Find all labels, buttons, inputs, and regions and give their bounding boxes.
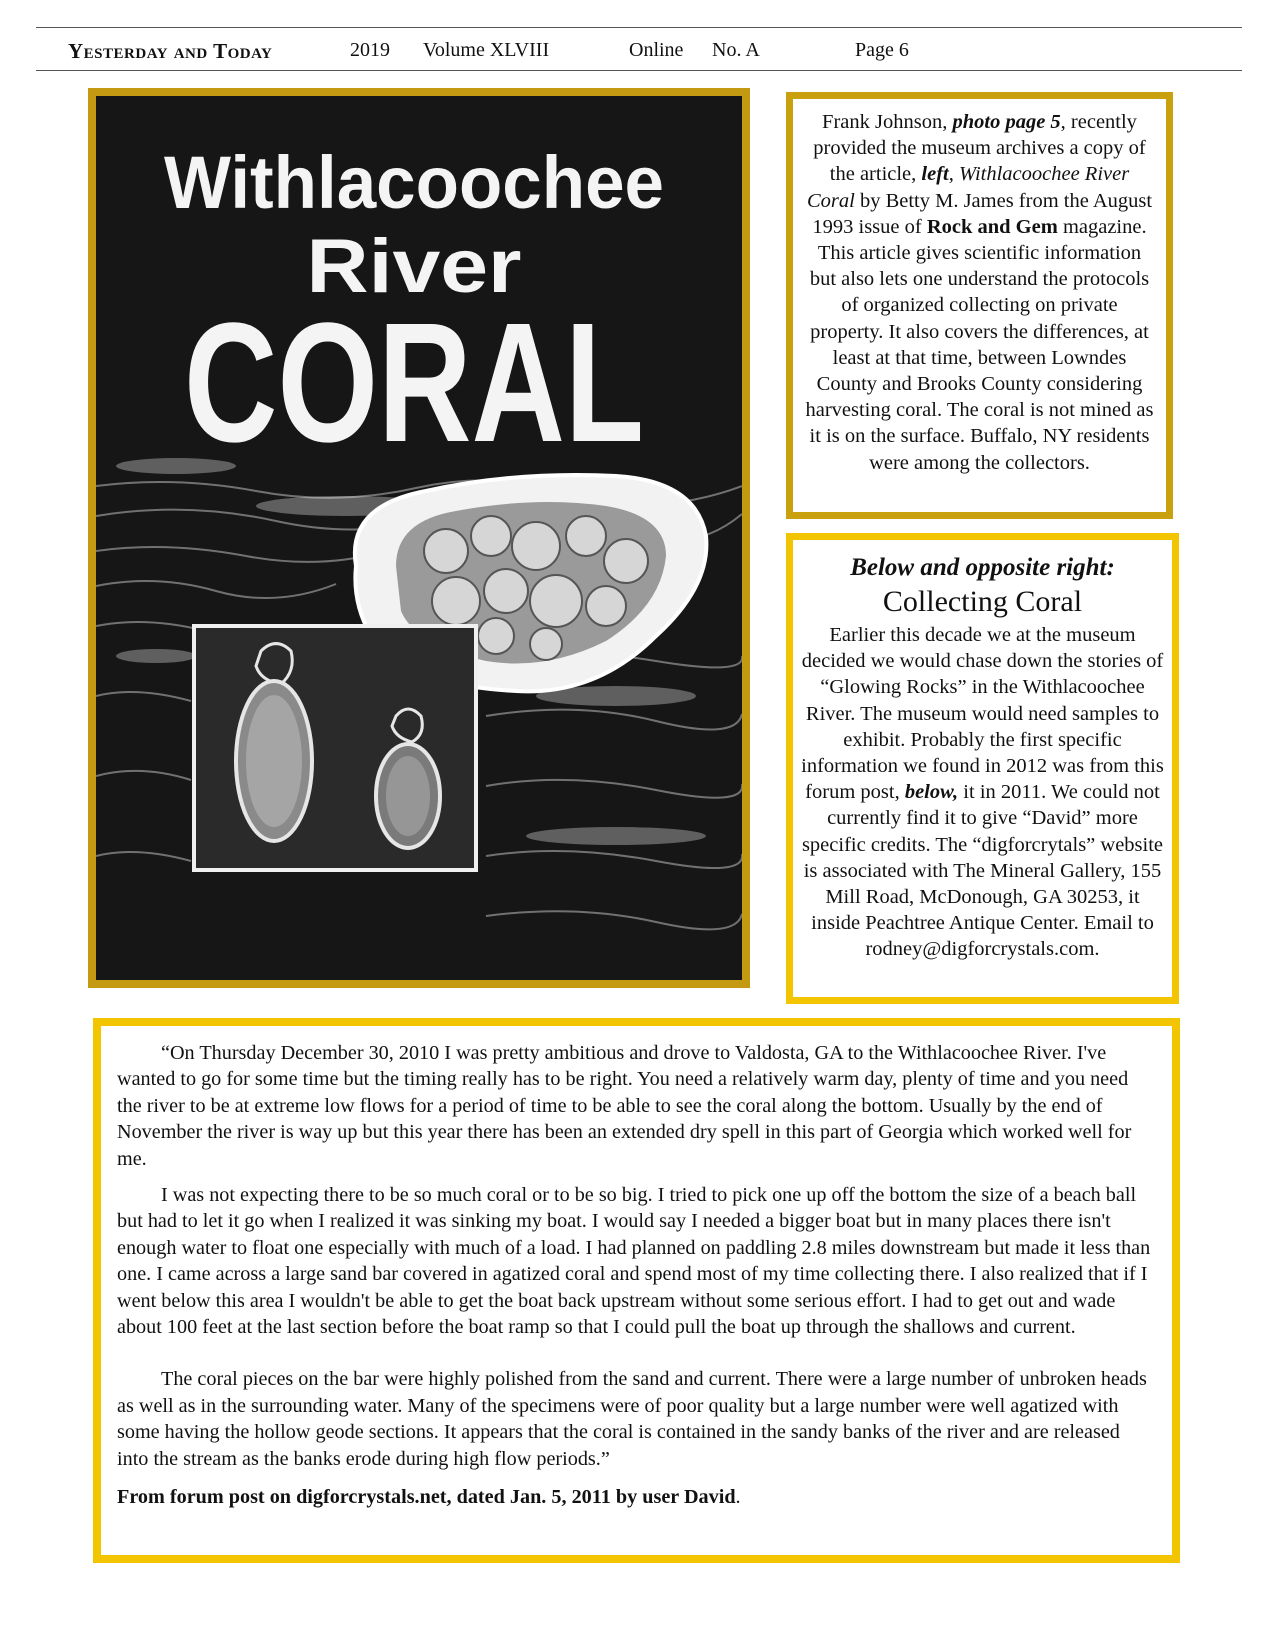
magazine-name: Rock and Gem xyxy=(926,215,1058,238)
forum-paragraph-3: The coral pieces on the bar were highly polished from the sand and current. There were a large number of unbroken heads as well as in the surrounding water. Many of the specimens were of poor quality but a large number were well agatized with some having the hollow geode sections. It appears that the coral is contained in the sandy banks of the river and are released into the stream as the banks erode during high flow periods.” xyxy=(117,1368,1147,1470)
left-reference: left xyxy=(921,163,949,186)
collecting-heading: Below and opposite right: xyxy=(850,554,1115,581)
collecting-body: Earlier this decade we at the museum decided we would chase down the stories of “Glowing Rocks” in the Withlacoochee River. The museum would need samples to exhibit. Probably the first specific information we found in 2012 was from this forum post, below, it in 2011. We could not currently find it to give “David” more specific credits. The “digforcrytals” website is associated with The Mineral Gallery, 155 Mill Road, McDonough, GA 30253, it inside Peachtree Antique Center. Email to rodney@digforcrystals.com. xyxy=(801,624,1164,961)
archive-note-box: Frank Johnson, photo page 5, recently provided the museum archives a copy of the article, left, Withlacoochee River Coral by Betty M. James from the August 1993 issue of Rock and Gem magazine. This article gives scientific information but also lets one understand the protocols of organized collecting on private property. It also covers the differences, at least at that time, between Lowndes County and Brooks County considering harvesting coral. The coral is not mined as it is on the surface. Buffalo, NY residents were among the collectors. xyxy=(786,92,1173,519)
collecting-subheading: Collecting Coral xyxy=(882,585,1083,618)
photo-page-reference: photo page 5 xyxy=(952,111,1061,133)
headline-line-3: CORAL xyxy=(184,288,644,478)
page-header xyxy=(36,27,1242,71)
publication-title: Yesterday and Today xyxy=(68,39,273,63)
forum-paragraph-2: I was not expecting there to be so much coral or to be so big. I tried to pick one up off the bottom the size of a beach ball but had to let it go when I realized it was sinking my boat. I would say I needed a bigger boat but in many places there isn't enough water to float one especially with much of a load. I had planned on paddling 2.8 miles downstream but made it less than one. I came across a large sand bar covered in agatized coral and spend most of my time collecting there. I also realized that if I went below this area I wouldn't be able to get the boat back upstream without some serious effort. I had to get out and wade about 100 feet at the last section before the boat ramp so that I could pull the boat up through the shallows and current. xyxy=(117,1184,1151,1339)
coral-jewelry-inset-photo xyxy=(194,626,476,870)
forum-paragraph-1: “On Thursday December 30, 2010 I was pretty ambitious and drove to Valdosta, GA to the Withlacoochee River. I've wanted to go for some time but the timing really has to be right. You need a relatively warm day, plenty of time and you need the river to be at extreme low flows for a period of time to be able to see the coral along the bottom. Usually by the end of November the river is way up but this year there has been an extended dry spell in this part of Georgia which worked well for me. xyxy=(117,1042,1132,1170)
issue-year: 2019 xyxy=(350,39,390,61)
collecting-coral-box xyxy=(786,533,1179,1004)
issue-number: No. A xyxy=(712,39,760,61)
forum-post-quote xyxy=(93,1018,1180,1563)
headline-line-1: Withlacoochee xyxy=(164,141,664,224)
page-number: Page 6 xyxy=(855,39,909,61)
article-title-ref: Withlacoochee River Coral xyxy=(806,163,1130,212)
article-scan-graphic xyxy=(96,96,742,980)
issue-volume: Volume XLVIII xyxy=(423,39,550,61)
issue-edition: Online xyxy=(629,39,684,61)
below-reference: below, xyxy=(904,781,959,804)
headline-line-2: River xyxy=(306,224,522,309)
forum-source-credit: From forum post on digforcrystals.net, dated Jan. 5, 2011 by user David. xyxy=(117,1486,741,1509)
article-scan-image xyxy=(88,88,750,988)
